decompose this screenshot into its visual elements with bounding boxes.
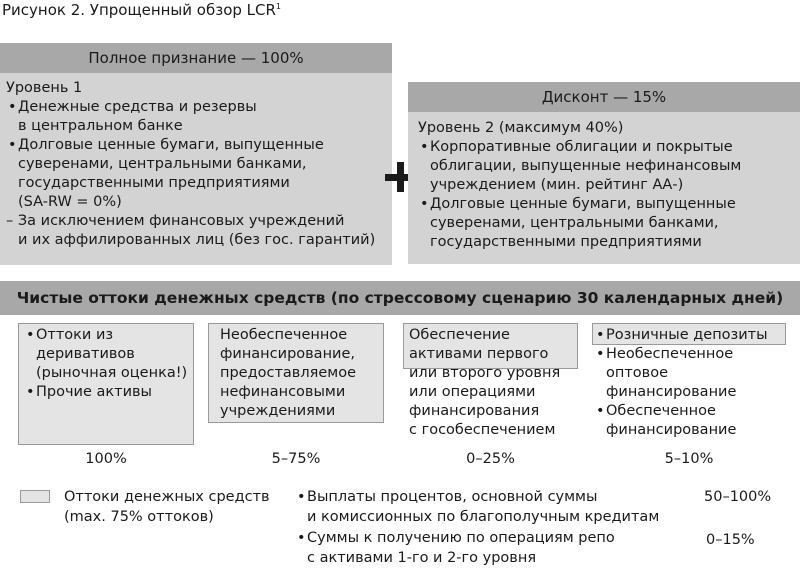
note-interest: • Выплаты процентов, основной суммы и комиссионных по благополучным кредитам bbox=[295, 487, 659, 527]
left-box-body bbox=[0, 73, 392, 265]
left-item: суверенами, центральными банками, bbox=[18, 156, 307, 172]
left-level-label: Уровень 1 bbox=[6, 80, 83, 96]
column-3-percent: 0–25% bbox=[466, 451, 515, 467]
note-repo: • Суммы к получению по операциям репо с активами 1-го и 2-го уровня bbox=[295, 528, 615, 568]
right-item: • Долговые ценные бумаги, выпущенные bbox=[418, 195, 800, 214]
figure-title: Рисунок 2. Упрощенный обзор LCR$^1$ bbox=[2, 1, 282, 19]
left-item: и их аффилированных лиц (без гос. гарантий) bbox=[18, 232, 376, 248]
column-4-percent: 5–10% bbox=[664, 451, 714, 467]
left-item: (SA-RW = 0%) bbox=[18, 194, 122, 210]
left-item: государственными предприятиями bbox=[18, 175, 290, 191]
column-1-percent: 100% bbox=[85, 451, 127, 467]
right-item: облигации, выпущенные нефинансовым bbox=[430, 158, 742, 174]
right-level-label: Уровень 2 (максимум 40%) bbox=[418, 120, 624, 136]
right-item: • Корпоративные облигации и покрытые bbox=[418, 138, 800, 157]
left-item: • Денежные средства и резервы bbox=[6, 98, 392, 117]
legend-text: Оттоки денежных средств (max. 75% оттоков) bbox=[64, 489, 270, 525]
right-item: суверенами, центральными банками, bbox=[430, 215, 719, 231]
column-derivatives: • Оттоки из деривативов (рыночная оценка!) • Прочие активы bbox=[24, 326, 187, 402]
column-unsecured: Необеспеченное финансирование, предоставляемое нефинансовыми учреждениями bbox=[220, 327, 356, 419]
left-item: – За исключением финансовых учреждений bbox=[6, 213, 345, 229]
legend-swatch bbox=[20, 490, 50, 503]
net-outflows-bar: Чистые оттоки денежных средств (по стрессовому сценарию 30 календарных дней) bbox=[0, 281, 800, 315]
left-item: в центральном банке bbox=[18, 118, 183, 134]
left-box-header: Полное признание — 100% bbox=[0, 43, 392, 73]
column-collateral: Обеспечение активами первого или второго уровня или операциями финансирования с гособеспечением bbox=[409, 327, 561, 438]
note-repo-value: 0–15% bbox=[706, 532, 755, 548]
right-item: государственными предприятиями bbox=[430, 234, 702, 250]
note-interest-value: 50–100% bbox=[704, 489, 772, 505]
column-2-percent: 5–75% bbox=[271, 451, 321, 467]
left-item: • Долговые ценные бумаги, выпущенные bbox=[6, 136, 392, 155]
right-item: учреждением (мин. рейтинг АА-) bbox=[430, 177, 684, 193]
right-box-body bbox=[408, 112, 800, 264]
right-box-header: Дисконт — 15% bbox=[408, 82, 800, 112]
column-deposits: • Розничные депозиты • Необеспеченное оптовое финансирование • Обеспеченное финансирование bbox=[594, 326, 768, 440]
